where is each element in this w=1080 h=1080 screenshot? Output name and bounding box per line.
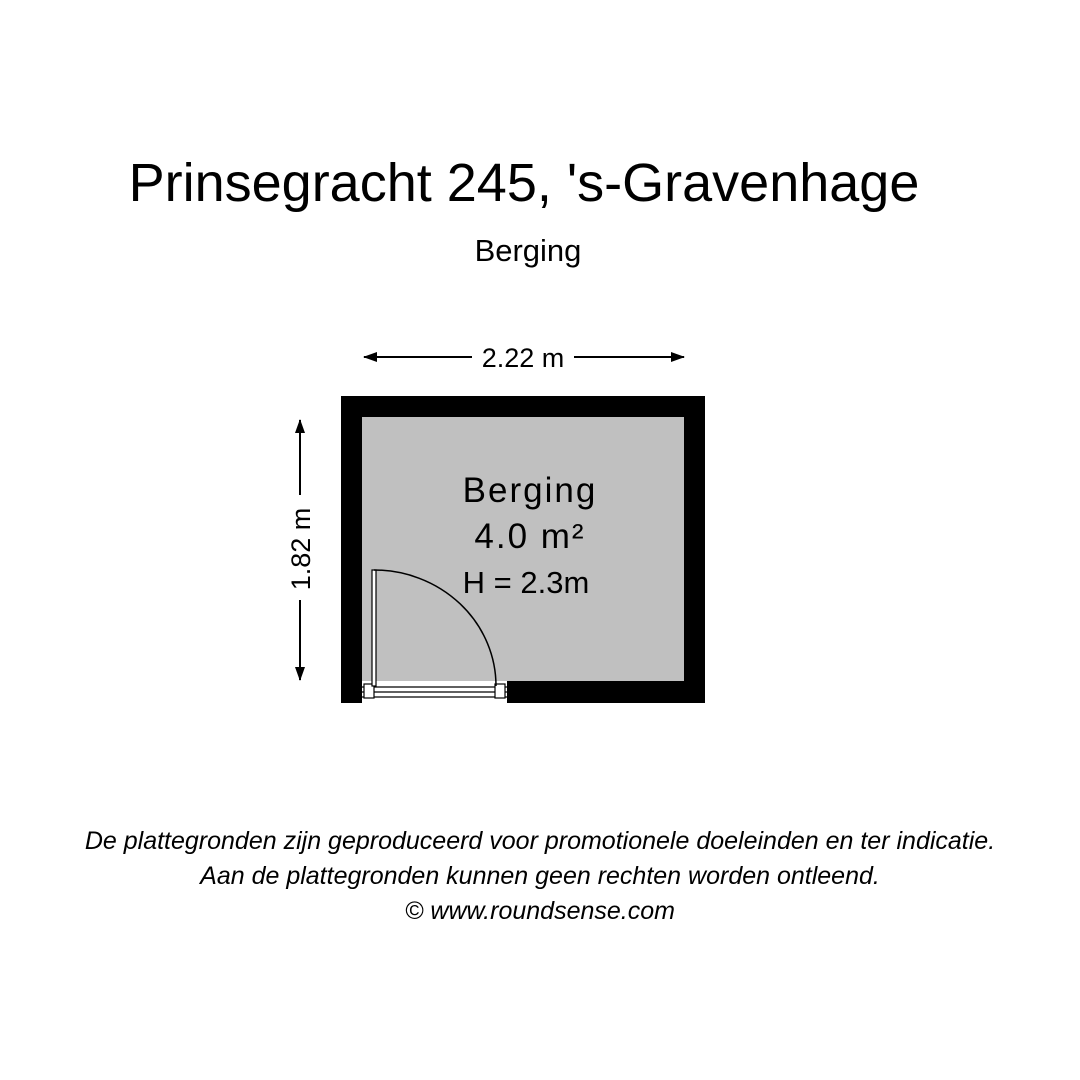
room-name: Berging [462,471,598,510]
height-dimension-label: 1.82 m [286,507,316,591]
width-dimension [364,343,684,373]
disclaimer-line-2: Aan de plattegronden kunnen geen rechten worden ontleend. [200,862,880,890]
plan-title: Prinsegracht 245, 's-Gravenhage [128,153,920,213]
room-ceiling-height: H = 2.3m [462,565,590,600]
room-berging [341,396,705,703]
door-leaf [372,570,376,686]
height-dimension [286,420,316,680]
room-area: 4.0 m² [474,517,586,556]
copyright-notice: © www.roundsense.com [405,897,675,925]
width-dimension-label: 2.22 m [481,343,565,373]
floor-label: Berging [474,233,582,268]
disclaimer [0,824,1080,929]
disclaimer-line-1: De plattegronden zijn geproduceerd voor promotionele doeleinden en ter indicatie. [84,827,996,855]
door-jamb-right [495,684,505,698]
